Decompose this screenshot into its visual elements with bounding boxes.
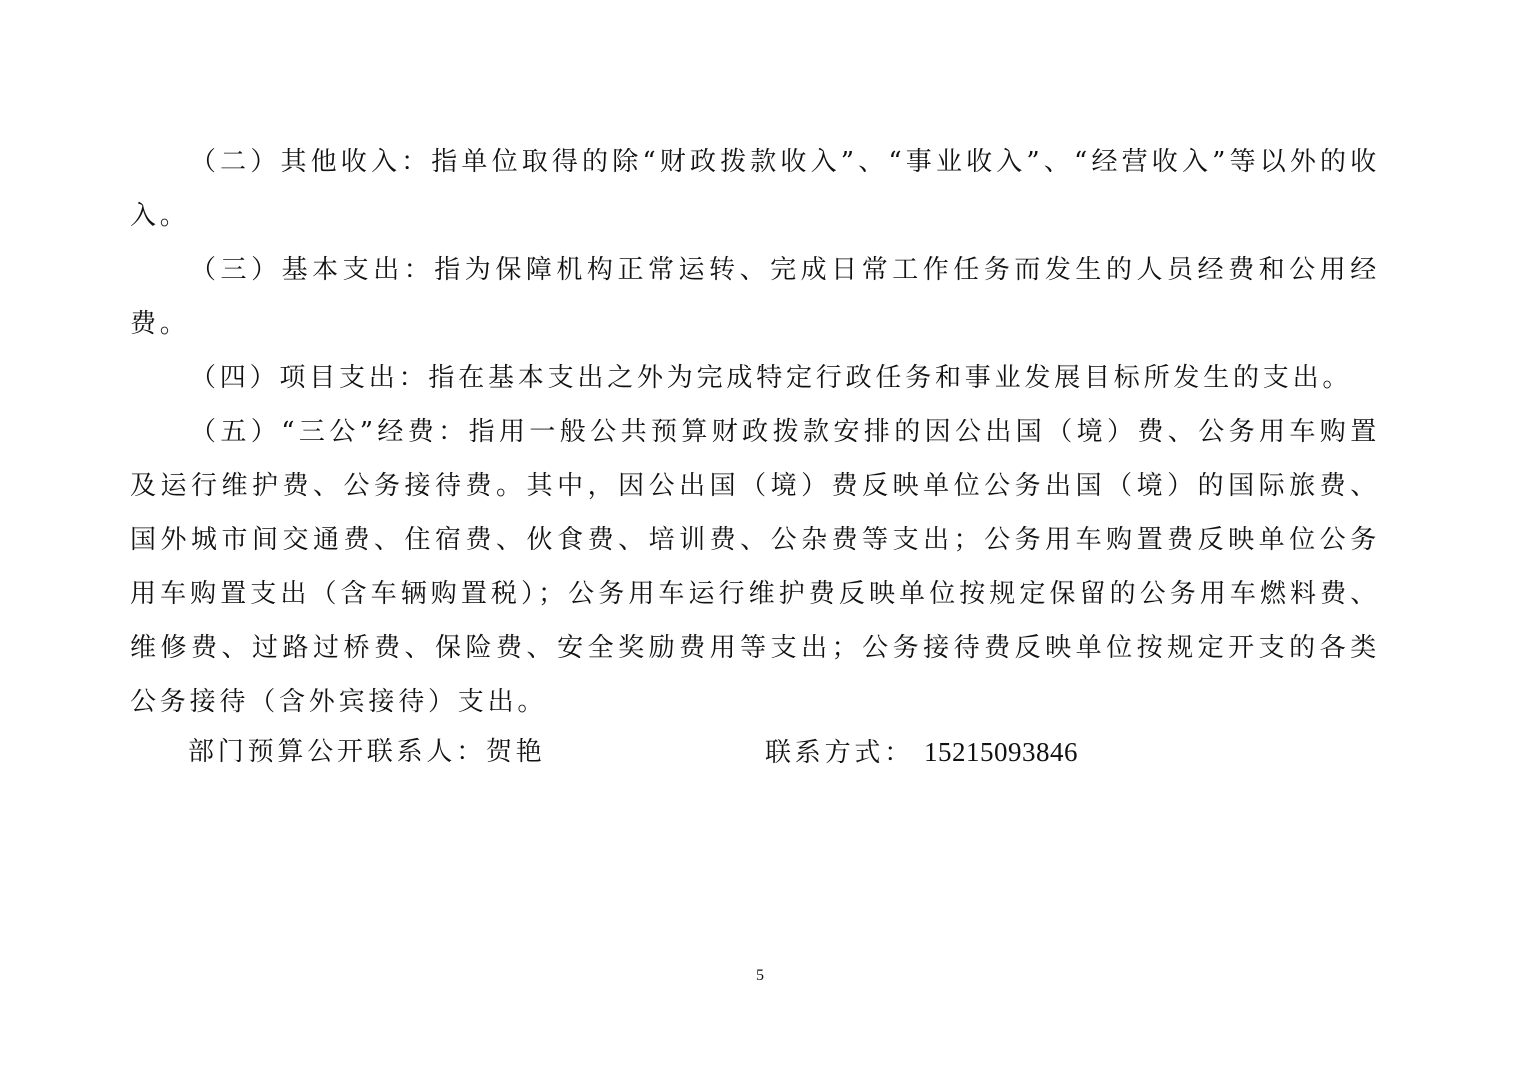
paragraph-other-income: （二）其他收入：指单位取得的除“财政拨款收入”、“事业收入”、“经营收入”等以外的收入。 [130, 147, 1380, 231]
contact-line [188, 728, 1188, 776]
contact-method-label: 联系方式： [765, 738, 915, 768]
page-number: 5 [756, 967, 764, 984]
contact-person: 部门预算公开联系人：贺艳 [188, 737, 546, 767]
contact-method [765, 728, 1078, 777]
body-text [130, 135, 1380, 729]
paragraph-project-expenditure: （四）项目支出：指在基本支出之外为完成特定行政任务和事业发展目标所发生的支出。 [190, 363, 1353, 393]
contact-phone: 15215093846 [924, 737, 1079, 767]
paragraph-three-public-expenses: （五）“三公”经费：指用一般公共预算财政拨款安排的因公出国（境）费、公务用车购置及运行维护费、公务接待费。其中，因公出国（境）费反映单位公务出国（境）的国际旅费、国外城市间交通费、住宿费、伙食费、培训费、公杂费等支出；公务用车购置费反映单位公务用车购置支出（含车辆购置税）；公务用车运行维护费反映单位按规定保留的公务用车燃料费、维修费、过路过桥费、保险费、安全奖励费用等支出；公务接待费反映单位按规定开支的各类公务接待（含外宾接待）支出。 [130, 417, 1380, 717]
paragraph-basic-expenditure: （三）基本支出：指为保障机构正常运转、完成日常工作任务而发生的人员经费和公用经费。 [130, 255, 1380, 339]
